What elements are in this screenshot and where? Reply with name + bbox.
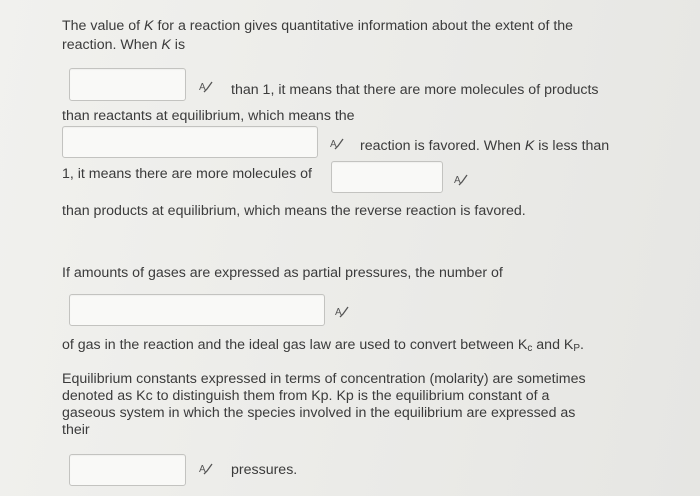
intro-text: for a reaction gives quantitative information about the extent of the: [153, 18, 574, 34]
answer-field-1[interactable]: [69, 68, 186, 101]
pressures-text: pressures.: [231, 462, 298, 478]
kc-line-4: their: [62, 422, 90, 438]
gas-line-1: If amounts of gases are expressed as partial pressures, the number of: [62, 265, 503, 281]
intro-line-1: [62, 17, 573, 35]
k-symbol: K: [144, 18, 154, 34]
convert-text: of gas in the reaction and the ideal gas law are used to convert between K: [62, 337, 528, 353]
k-symbol: K: [524, 138, 535, 154]
answer-field-4[interactable]: [69, 294, 325, 326]
convert-text: .: [580, 337, 584, 353]
answer-field-5[interactable]: [69, 454, 186, 486]
intro-text: is: [170, 37, 186, 53]
svg-text:A: A: [454, 175, 461, 186]
spellcheck-icon[interactable]: [199, 462, 213, 476]
after-field-1-text: than 1, it means that there are more molecules of products: [231, 82, 599, 98]
spellcheck-icon[interactable]: [330, 137, 344, 151]
svg-text:A: A: [335, 307, 342, 318]
intro-line-2: [62, 36, 185, 54]
spellcheck-icon[interactable]: [335, 305, 349, 319]
answer-field-3[interactable]: [331, 161, 443, 193]
kc-line-3: gaseous system in which the species involved in the equilibrium are expressed as: [62, 405, 576, 421]
kc-line-1: Equilibrium constants expressed in terms of concentration (molarity) are sometimes: [62, 371, 586, 387]
kc-line-2: denoted as Kc to distinguish them from Kp. Kp is the equilibrium constant of a: [62, 388, 550, 404]
convert-text: and K: [532, 337, 574, 353]
spellcheck-icon[interactable]: [199, 80, 213, 94]
intro-text: The value of: [62, 18, 145, 34]
kp-subscript: P: [573, 343, 581, 354]
line-4: than reactants at equilibrium, which means the: [62, 108, 355, 124]
svg-text:A: A: [199, 464, 206, 475]
svg-text:A: A: [330, 139, 337, 150]
favored-text: reaction is favored. When: [360, 138, 525, 154]
line-7: than products at equilibrium, which means the reverse reaction is favored.: [62, 203, 526, 219]
after-field-2-text: [360, 137, 609, 155]
svg-text:A: A: [199, 82, 206, 93]
gas-line-2: [62, 336, 584, 358]
spellcheck-icon[interactable]: [454, 173, 468, 187]
answer-field-2[interactable]: [62, 126, 318, 158]
k-symbol: K: [161, 37, 171, 53]
kc-subscript: c: [527, 343, 533, 354]
line-6: 1, it means there are more molecules of: [62, 166, 312, 182]
intro-text: reaction. When: [62, 37, 162, 53]
favored-text: is less than: [534, 138, 610, 154]
